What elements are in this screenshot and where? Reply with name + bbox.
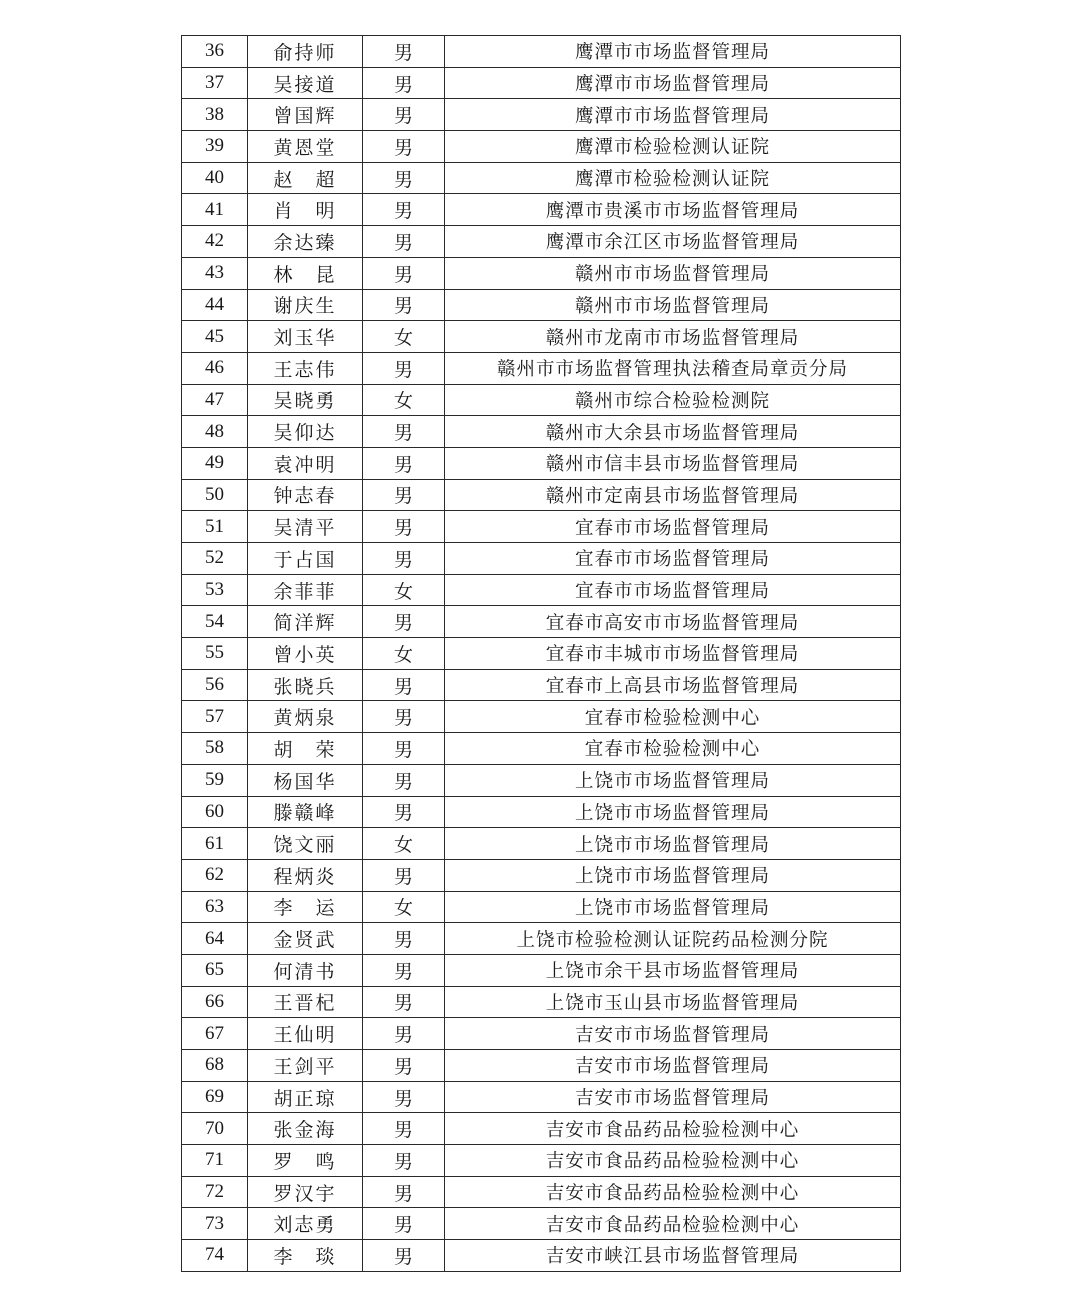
row-number: 56 [182,669,248,701]
table-row [182,796,901,828]
person-gender: 男 [363,764,445,796]
row-number: 47 [182,384,248,416]
row-number: 65 [182,954,248,986]
person-name: 滕赣峰 [248,796,363,828]
row-number: 50 [182,479,248,511]
table-row [182,859,901,891]
person-name: 王晋杞 [248,986,363,1018]
table-row [182,479,901,511]
person-organization: 吉安市峡江县市场监督管理局 [445,1240,901,1272]
person-name: 简洋辉 [248,606,363,638]
person-name: 李 琰 [248,1240,363,1272]
person-organization: 赣州市大余县市场监督管理局 [445,416,901,448]
person-name: 林 昆 [248,257,363,289]
person-gender: 男 [363,923,445,955]
person-organization: 宜春市检验检测中心 [445,733,901,765]
row-number: 43 [182,257,248,289]
table-row [182,511,901,543]
person-gender: 男 [363,257,445,289]
table-row [182,226,901,258]
row-number: 54 [182,606,248,638]
table-row [182,67,901,99]
person-name: 王剑平 [248,1050,363,1082]
person-name: 张晓兵 [248,669,363,701]
person-gender: 男 [363,447,445,479]
person-organization: 吉安市食品药品检验检测中心 [445,1208,901,1240]
personnel-table [181,35,901,1272]
person-organization: 赣州市综合检验检测院 [445,384,901,416]
person-organization: 鹰潭市市场监督管理局 [445,99,901,131]
row-number: 64 [182,923,248,955]
table-row [182,131,901,163]
person-name: 吴晓勇 [248,384,363,416]
person-gender: 男 [363,669,445,701]
person-name: 李 运 [248,891,363,923]
person-gender: 女 [363,574,445,606]
row-number: 48 [182,416,248,448]
table-row [182,384,901,416]
row-number: 55 [182,638,248,670]
person-name: 何清书 [248,954,363,986]
person-name: 罗汉宇 [248,1176,363,1208]
person-organization: 吉安市市场监督管理局 [445,1018,901,1050]
person-organization: 赣州市市场监督管理局 [445,289,901,321]
table-row [182,1176,901,1208]
person-gender: 男 [363,954,445,986]
person-gender: 男 [363,1240,445,1272]
person-organization: 上饶市市场监督管理局 [445,764,901,796]
row-number: 40 [182,162,248,194]
row-number: 41 [182,194,248,226]
person-name: 俞持师 [248,36,363,68]
row-number: 37 [182,67,248,99]
table-row [182,416,901,448]
person-gender: 男 [363,796,445,828]
row-number: 61 [182,828,248,860]
person-name: 余菲菲 [248,574,363,606]
person-name: 罗 鸣 [248,1145,363,1177]
person-organization: 宜春市检验检测中心 [445,701,901,733]
person-name: 谢庆生 [248,289,363,321]
person-gender: 男 [363,131,445,163]
row-number: 66 [182,986,248,1018]
row-number: 39 [182,131,248,163]
person-gender: 男 [363,986,445,1018]
person-name: 饶文丽 [248,828,363,860]
table-body [182,36,901,1272]
person-organization: 吉安市市场监督管理局 [445,1081,901,1113]
table-row [182,1145,901,1177]
table-row [182,194,901,226]
person-organization: 鹰潭市市场监督管理局 [445,36,901,68]
person-organization: 吉安市食品药品检验检测中心 [445,1145,901,1177]
table-row [182,701,901,733]
person-gender: 男 [363,352,445,384]
table-row [182,954,901,986]
row-number: 49 [182,447,248,479]
person-name: 吴接道 [248,67,363,99]
table-row [182,606,901,638]
row-number: 36 [182,36,248,68]
table-row [182,891,901,923]
person-organization: 宜春市高安市市场监督管理局 [445,606,901,638]
person-gender: 女 [363,321,445,353]
person-gender: 男 [363,36,445,68]
person-gender: 男 [363,162,445,194]
person-name: 程炳炎 [248,859,363,891]
table-row [182,574,901,606]
person-name: 黄恩堂 [248,131,363,163]
person-gender: 男 [363,1050,445,1082]
row-number: 42 [182,226,248,258]
row-number: 59 [182,764,248,796]
person-gender: 女 [363,828,445,860]
person-name: 余达臻 [248,226,363,258]
person-name: 曾国辉 [248,99,363,131]
person-organization: 宜春市市场监督管理局 [445,511,901,543]
person-gender: 男 [363,606,445,638]
person-gender: 女 [363,891,445,923]
person-gender: 男 [363,511,445,543]
row-number: 58 [182,733,248,765]
person-name: 钟志春 [248,479,363,511]
table-row [182,1113,901,1145]
person-gender: 男 [363,1018,445,1050]
table-row [182,257,901,289]
person-organization: 宜春市丰城市市场监督管理局 [445,638,901,670]
person-name: 曾小英 [248,638,363,670]
person-gender: 男 [363,1176,445,1208]
table-row [182,543,901,575]
table-row [182,733,901,765]
person-name: 吴仰达 [248,416,363,448]
person-name: 袁冲明 [248,447,363,479]
row-number: 68 [182,1050,248,1082]
person-organization: 宜春市上高县市场监督管理局 [445,669,901,701]
person-gender: 男 [363,1145,445,1177]
person-name: 刘志勇 [248,1208,363,1240]
person-name: 肖 明 [248,194,363,226]
person-organization: 上饶市市场监督管理局 [445,891,901,923]
row-number: 46 [182,352,248,384]
person-gender: 男 [363,543,445,575]
person-gender: 男 [363,226,445,258]
row-number: 63 [182,891,248,923]
row-number: 73 [182,1208,248,1240]
person-organization: 宜春市市场监督管理局 [445,574,901,606]
person-organization: 宜春市市场监督管理局 [445,543,901,575]
person-organization: 吉安市市场监督管理局 [445,1050,901,1082]
table-row [182,1240,901,1272]
person-organization: 赣州市龙南市市场监督管理局 [445,321,901,353]
person-organization: 赣州市信丰县市场监督管理局 [445,447,901,479]
person-name: 王志伟 [248,352,363,384]
row-number: 44 [182,289,248,321]
row-number: 53 [182,574,248,606]
table-row [182,669,901,701]
person-gender: 男 [363,733,445,765]
person-organization: 鹰潭市检验检测认证院 [445,131,901,163]
row-number: 57 [182,701,248,733]
table-row [182,764,901,796]
person-name: 刘玉华 [248,321,363,353]
table-row [182,923,901,955]
table-row [182,447,901,479]
row-number: 62 [182,859,248,891]
person-organization: 上饶市市场监督管理局 [445,859,901,891]
person-organization: 上饶市市场监督管理局 [445,796,901,828]
person-name: 杨国华 [248,764,363,796]
person-gender: 男 [363,1208,445,1240]
person-organization: 赣州市市场监督管理局 [445,257,901,289]
person-organization: 上饶市玉山县市场监督管理局 [445,986,901,1018]
person-organization: 鹰潭市贵溪市市场监督管理局 [445,194,901,226]
person-name: 于占国 [248,543,363,575]
row-number: 70 [182,1113,248,1145]
person-name: 王仙明 [248,1018,363,1050]
person-gender: 男 [363,701,445,733]
person-organization: 鹰潭市检验检测认证院 [445,162,901,194]
row-number: 67 [182,1018,248,1050]
person-name: 胡正琼 [248,1081,363,1113]
person-gender: 男 [363,194,445,226]
table-row [182,1050,901,1082]
person-organization: 鹰潭市余江区市场监督管理局 [445,226,901,258]
person-gender: 男 [363,1081,445,1113]
row-number: 51 [182,511,248,543]
person-gender: 男 [363,289,445,321]
person-organization: 吉安市食品药品检验检测中心 [445,1176,901,1208]
row-number: 72 [182,1176,248,1208]
row-number: 45 [182,321,248,353]
row-number: 69 [182,1081,248,1113]
person-name: 张金海 [248,1113,363,1145]
table-row [182,352,901,384]
person-name: 吴清平 [248,511,363,543]
row-number: 52 [182,543,248,575]
person-name: 赵 超 [248,162,363,194]
person-gender: 男 [363,1113,445,1145]
person-gender: 女 [363,384,445,416]
table-row [182,828,901,860]
person-gender: 男 [363,99,445,131]
person-organization: 上饶市检验检测认证院药品检测分院 [445,923,901,955]
person-organization: 上饶市市场监督管理局 [445,828,901,860]
person-name: 金贤武 [248,923,363,955]
person-organization: 赣州市市场监督管理执法稽查局章贡分局 [445,352,901,384]
row-number: 38 [182,99,248,131]
table-row [182,1208,901,1240]
person-gender: 女 [363,638,445,670]
row-number: 74 [182,1240,248,1272]
person-gender: 男 [363,479,445,511]
row-number: 71 [182,1145,248,1177]
table-row [182,1081,901,1113]
person-organization: 赣州市定南县市场监督管理局 [445,479,901,511]
person-name: 黄炳泉 [248,701,363,733]
table-row [182,289,901,321]
table-row [182,99,901,131]
table-row [182,162,901,194]
table-row [182,638,901,670]
person-name: 胡 荣 [248,733,363,765]
table-row [182,36,901,68]
person-organization: 鹰潭市市场监督管理局 [445,67,901,99]
person-gender: 男 [363,859,445,891]
table-row [182,321,901,353]
person-organization: 吉安市食品药品检验检测中心 [445,1113,901,1145]
person-gender: 男 [363,67,445,99]
table-row [182,986,901,1018]
person-gender: 男 [363,416,445,448]
person-organization: 上饶市余干县市场监督管理局 [445,954,901,986]
table-row [182,1018,901,1050]
row-number: 60 [182,796,248,828]
